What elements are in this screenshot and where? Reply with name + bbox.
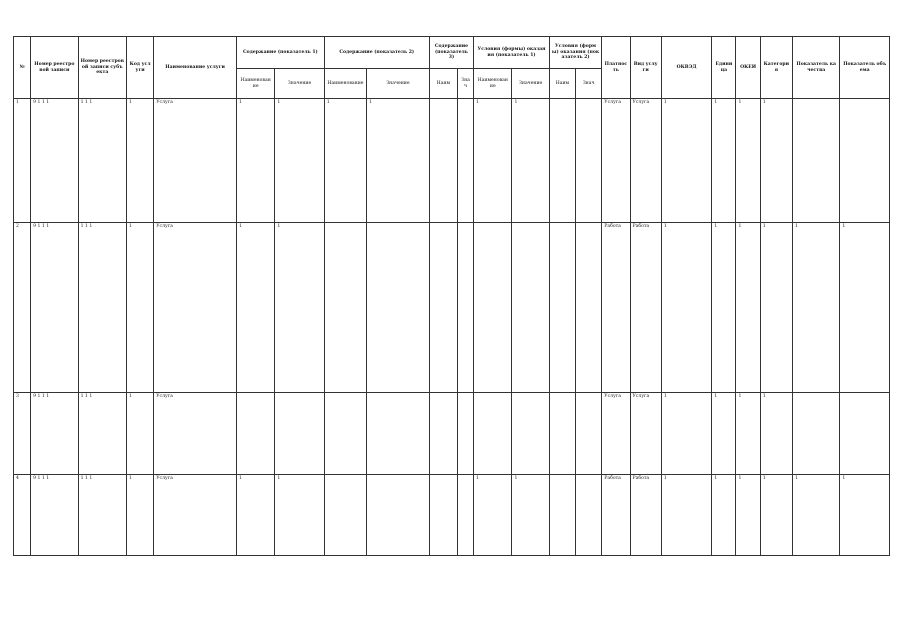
header-volume: Показатель объема <box>840 37 890 99</box>
cell-volume: 1 <box>840 223 890 393</box>
cell-okei: 1 <box>736 99 760 223</box>
cell-service-type: Работа <box>630 475 661 556</box>
subheader-value: Знач <box>576 69 602 99</box>
cell-u2-name <box>549 475 575 556</box>
cell-reg-number: 9 1 1 1 <box>31 223 78 393</box>
cell-u1-name: 1 <box>474 475 512 556</box>
subheader-value: Значение <box>367 69 430 99</box>
header-content-1: Содержание (показатель 1) <box>236 37 324 69</box>
cell-c1-name <box>236 393 274 475</box>
subheader-value: Значение <box>275 69 324 99</box>
cell-service-name: Услуга <box>154 475 237 556</box>
cell-c2-name <box>324 223 366 393</box>
header-reg-number-subject: Номер реестровой записи субъекта <box>78 37 126 99</box>
cell-u1-name <box>474 393 512 475</box>
cell-category: 1 <box>760 223 792 393</box>
cell-reg-number-subject: 1 1 1 <box>78 223 126 393</box>
cell-c3-value <box>457 393 473 475</box>
cell-service-code: 1 <box>127 475 154 556</box>
cell-no: 2 <box>14 223 31 393</box>
subheader-name: Наименование <box>236 69 274 99</box>
cell-no: 1 <box>14 99 31 223</box>
header-content-3: Содержание (показатель 3) <box>429 37 473 69</box>
table-row <box>14 99 890 223</box>
cell-u1-value: 1 <box>512 475 549 556</box>
cell-quality <box>792 99 839 223</box>
cell-volume <box>840 393 890 475</box>
cell-category: 1 <box>760 393 792 475</box>
cell-c1-value: 1 <box>275 223 324 393</box>
subheader-value: Значение <box>512 69 549 99</box>
cell-c1-name: 1 <box>236 99 274 223</box>
cell-c1-value: 1 <box>275 99 324 223</box>
subheader-name: Наименование <box>474 69 512 99</box>
cell-service-type: Услуга <box>630 99 661 223</box>
cell-category: 1 <box>760 475 792 556</box>
cell-okei: 1 <box>736 475 760 556</box>
cell-u2-value <box>576 99 602 223</box>
cell-no: 3 <box>14 393 31 475</box>
header-unit: Единица <box>712 37 736 99</box>
cell-u2-value <box>576 475 602 556</box>
cell-u1-value <box>512 393 549 475</box>
cell-service-name: Услуга <box>154 393 237 475</box>
cell-paid: Услуга <box>602 393 630 475</box>
cell-no: 4 <box>14 475 31 556</box>
header-content-2: Содержание (показатель 2) <box>324 37 429 69</box>
cell-unit: 1 <box>712 393 736 475</box>
cell-u1-name <box>474 223 512 393</box>
cell-c1-name: 1 <box>236 223 274 393</box>
cell-reg-number: 9 1 1 1 <box>31 393 78 475</box>
cell-quality: 1 <box>792 223 839 393</box>
cell-okved: 1 <box>661 99 711 223</box>
cell-c1-value: 1 <box>275 475 324 556</box>
cell-u1-value: 1 <box>512 99 549 223</box>
cell-u2-name <box>549 393 575 475</box>
services-register-table <box>13 36 890 556</box>
cell-u2-name <box>549 223 575 393</box>
header-okved: ОКВЭД <box>661 37 711 99</box>
cell-service-type: Услуга <box>630 393 661 475</box>
cell-u2-value <box>576 393 602 475</box>
cell-reg-number-subject: 1 1 1 <box>78 99 126 223</box>
cell-paid: Услуга <box>602 99 630 223</box>
cell-c2-name: 1 <box>324 99 366 223</box>
cell-service-code: 1 <box>127 99 154 223</box>
register-page <box>13 36 890 556</box>
header-quality: Показатель качества <box>792 37 839 99</box>
cell-service-name: Услуга <box>154 99 237 223</box>
header-no: № <box>14 37 31 99</box>
cell-unit: 1 <box>712 99 736 223</box>
cell-c2-name <box>324 393 366 475</box>
header-paid: Платность <box>602 37 630 99</box>
cell-reg-number-subject: 1 1 1 <box>78 393 126 475</box>
cell-paid: Работа <box>602 223 630 393</box>
subheader-value: Знач <box>457 69 473 99</box>
subheader-name: Наименование <box>324 69 366 99</box>
header-service-name: Наименование услуги <box>154 37 237 99</box>
cell-okved: 1 <box>661 393 711 475</box>
header-reg-number: Номер реестровой записи <box>31 37 78 99</box>
cell-c3-name <box>429 99 457 223</box>
cell-volume: 1 <box>840 475 890 556</box>
cell-quality: 1 <box>792 475 839 556</box>
cell-c2-value: 1 <box>367 99 430 223</box>
cell-c3-value <box>457 475 473 556</box>
cell-category: 1 <box>760 99 792 223</box>
cell-reg-number-subject: 1 1 1 <box>78 475 126 556</box>
cell-c1-value <box>275 393 324 475</box>
cell-unit: 1 <box>712 223 736 393</box>
cell-service-name: Услуга <box>154 223 237 393</box>
cell-service-code: 1 <box>127 393 154 475</box>
cell-c2-name <box>324 475 366 556</box>
cell-c2-value <box>367 475 430 556</box>
cell-service-code: 1 <box>127 223 154 393</box>
cell-unit: 1 <box>712 475 736 556</box>
cell-c3-name <box>429 223 457 393</box>
cell-c2-value <box>367 393 430 475</box>
header-service-type: Вид услуги <box>630 37 661 99</box>
cell-c3-value <box>457 223 473 393</box>
cell-paid: Работа <box>602 475 630 556</box>
cell-u2-value <box>576 223 602 393</box>
cell-c3-name <box>429 393 457 475</box>
cell-service-type: Работа <box>630 223 661 393</box>
header-service-code: Код услуги <box>127 37 154 99</box>
header-conditions-2: Условия (формы) оказания (показатель 2) <box>549 37 601 69</box>
cell-c2-value <box>367 223 430 393</box>
cell-reg-number: 9 1 1 1 <box>31 99 78 223</box>
cell-c3-name <box>429 475 457 556</box>
cell-okei: 1 <box>736 393 760 475</box>
subheader-name: Наим <box>549 69 575 99</box>
cell-u2-name <box>549 99 575 223</box>
cell-okved: 1 <box>661 475 711 556</box>
cell-u1-name: 1 <box>474 99 512 223</box>
header-okei: ОКЕИ <box>736 37 760 99</box>
cell-volume <box>840 99 890 223</box>
cell-quality <box>792 393 839 475</box>
cell-c1-name: 1 <box>236 475 274 556</box>
cell-c3-value <box>457 99 473 223</box>
subheader-name: Наим <box>429 69 457 99</box>
table-row <box>14 475 890 556</box>
header-category: Категория <box>760 37 792 99</box>
cell-okved: 1 <box>661 223 711 393</box>
cell-u1-value <box>512 223 549 393</box>
header-conditions-1: Условия (формы) оказания (показатель 1) <box>474 37 550 69</box>
table-row <box>14 393 890 475</box>
table-row <box>14 223 890 393</box>
cell-reg-number: 9 1 1 1 <box>31 475 78 556</box>
cell-okei: 1 <box>736 223 760 393</box>
